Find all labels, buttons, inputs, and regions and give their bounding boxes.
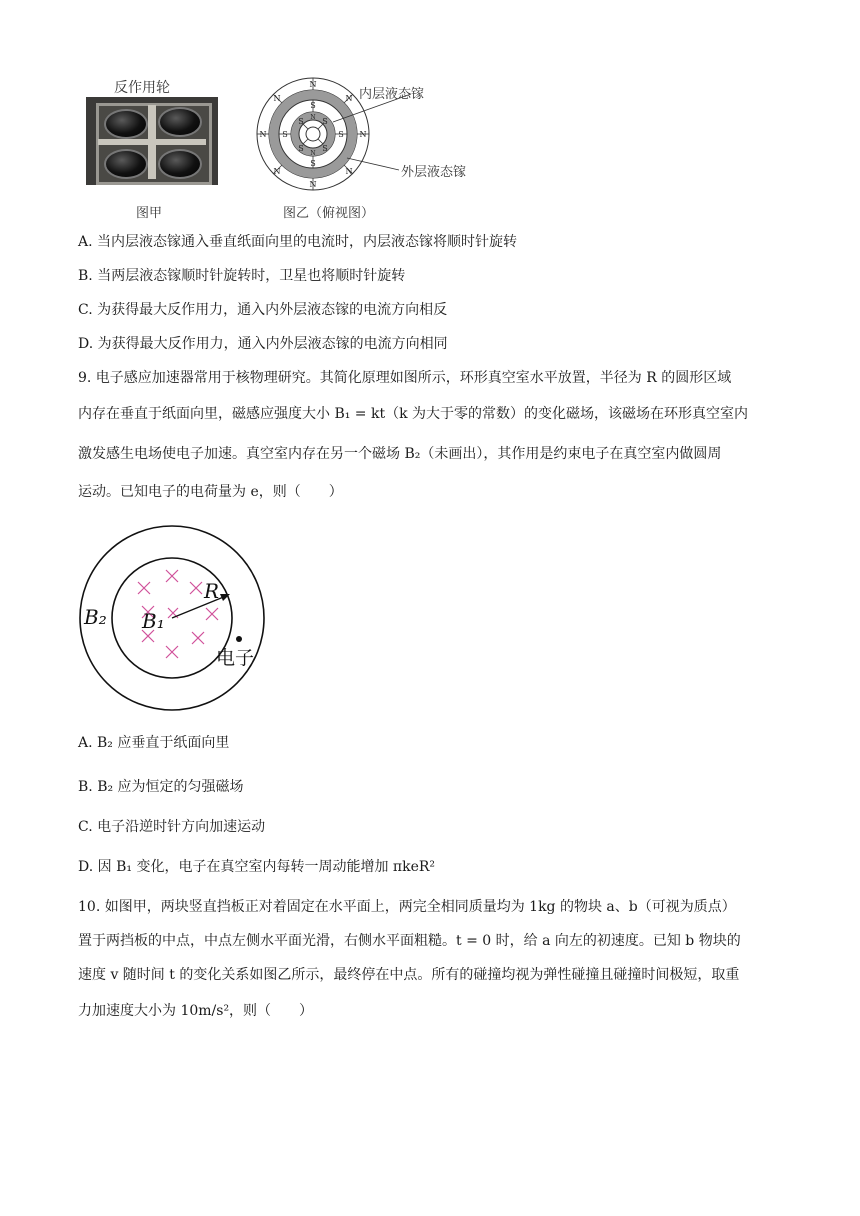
reaction-wheel <box>104 149 148 179</box>
q10-stem-line: 置于两挡板的中点，中点左侧水平面光滑，右侧水平面粗糙。t = 0 时，给 a 向左的初速度。已知 b 物块的 <box>78 933 741 949</box>
q9-stem-line: 激发感生电场使电子加速。真空室内存在另一个磁场 B₂（未画出），其作用是约束电子在真空室内做圆周 <box>78 446 722 462</box>
q9-option-d: D. 因 B₁ 变化，电子在真空室内每转一周动能增加 πkeR² <box>78 859 436 875</box>
b1-label: B₁ <box>142 609 165 633</box>
reaction-wheel <box>104 109 148 139</box>
pole-n-label: N <box>259 130 267 139</box>
betatron-diagram <box>76 520 272 716</box>
q10-stem-line: 10. 如图甲，两块竖直挡板正对着固定在水平面上，两完全相同质量均为 1kg 的物块 a、b（可视为质点） <box>78 899 736 915</box>
diagram-caption: 图乙（俯视图） <box>283 206 375 221</box>
pole-s-label: S <box>310 159 316 168</box>
q10-stem-line: 速度 v 随时间 t 的变化关系如图乙所示，最终停在中点。所有的碰撞均视为弹性碰撞且碰撞时间极短，取重 <box>78 967 740 983</box>
pole-n-label: N <box>310 150 316 157</box>
r-label: R <box>204 579 220 603</box>
pole-s-label: S <box>322 117 328 126</box>
q9-stem-line: 9. 电子感应加速器常用于核物理研究。其简化原理如图所示，环形真空室水平放置，半径为 R 的圆形区域 <box>78 370 732 386</box>
pole-n-label: N <box>359 130 367 139</box>
reaction-wheel <box>158 149 202 179</box>
q8-option-b: B. 当两层液态镓顺时针旋转时，卫星也将顺时针旋转 <box>78 268 406 284</box>
pole-n-label: N <box>310 114 316 121</box>
photo-caption: 图甲 <box>136 206 163 221</box>
pole-s-label: S <box>282 130 288 139</box>
pole-n-label: N <box>345 94 353 103</box>
q9-option-a: A. B₂ 应垂直于纸面向里 <box>78 735 230 751</box>
outer-gallium-label: 外层液态镓 <box>401 165 467 180</box>
q8-option-a: A. 当内层液态镓通入垂直纸面向里的电流时，内层液态镓将顺时针旋转 <box>78 234 518 250</box>
q9-option-c: C. 电子沿逆时针方向加速运动 <box>78 819 266 835</box>
pole-n-label: N <box>309 80 317 89</box>
gallium-ring-diagram <box>255 74 467 198</box>
pole-n-label: N <box>273 167 281 176</box>
pole-n-label: N <box>345 167 353 176</box>
pole-s-label: S <box>298 117 304 126</box>
pole-s-label: S <box>298 144 304 153</box>
q8-option-c: C. 为获得最大反作用力，通入内外层液态镓的电流方向相反 <box>78 302 448 318</box>
reaction-wheel-photo <box>86 97 218 185</box>
reaction-wheel <box>158 107 202 137</box>
inner-gallium-label: 内层液态镓 <box>359 87 425 102</box>
pole-s-label: S <box>310 101 316 110</box>
pole-n-label: N <box>273 94 281 103</box>
q8-option-d: D. 为获得最大反作用力，通入内外层液态镓的电流方向相同 <box>78 336 448 352</box>
b2-label: B₂ <box>84 605 107 629</box>
q9-stem-line: 运动。已知电子的电荷量为 e，则（ ） <box>78 484 343 500</box>
q9-option-b: B. B₂ 应为恒定的匀强磁场 <box>78 779 244 795</box>
q9-stem-line: 内存在垂直于纸面向里，磁感应强度大小 B₁ = kt（k 为大于零的常数）的变化磁场，该磁场在环形真空室内 <box>78 406 749 422</box>
pole-s-label: S <box>338 130 344 139</box>
pole-n-label: N <box>309 180 317 189</box>
pole-s-label: S <box>322 144 328 153</box>
electron-label: 电子 <box>216 647 255 669</box>
electron-dot <box>236 636 242 642</box>
photo-label: 反作用轮 <box>114 80 170 96</box>
photo-crossbar <box>98 139 206 145</box>
q10-stem-line: 力加速度大小为 10m/s²，则（ ） <box>78 1003 314 1019</box>
